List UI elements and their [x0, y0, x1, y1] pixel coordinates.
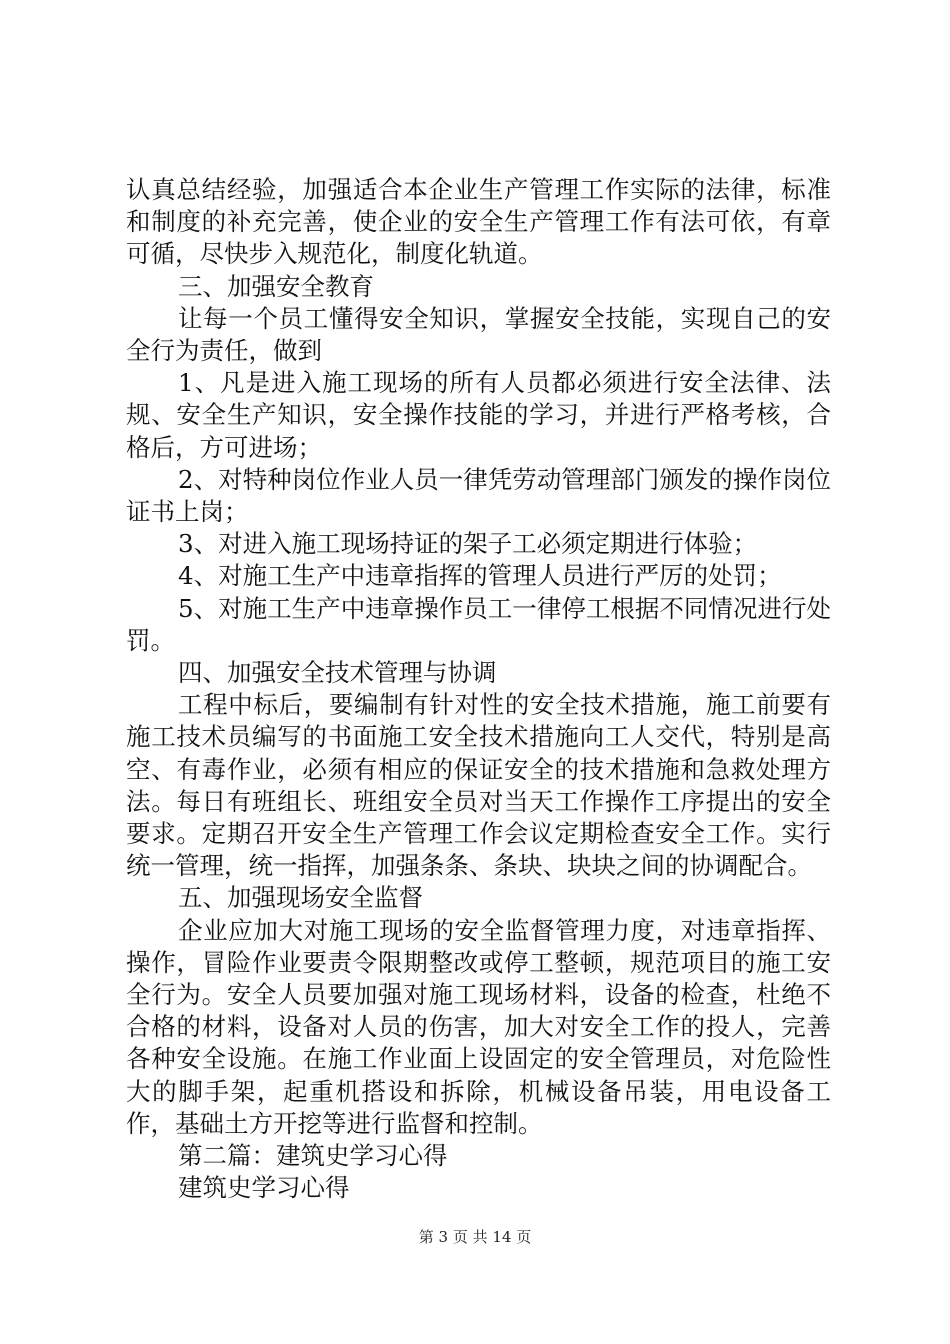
paragraph-technical-management: 工程中标后，要编制有针对性的安全技术措施，施工前要有施工技术员编写的书面施工安全技术措施向工人交代，特别是高空、有毒作业，必须有相应的保证安全的技术措施和急救处理方法。每日有班组长、班组安全员对当天工作操作工序提出的安全要求。定期召开安全生产管理工作会议定期检查安全工作。实行统一管理，统一指挥，加强条条、条块、块块之间的协调配合。: [126, 690, 831, 881]
list-item-4: 4、对施工生产中违章指挥的管理人员进行严厉的处罚；: [178, 561, 782, 591]
paragraph-safety-education-intro: 让每一个员工懂得安全知识，掌握安全技能，实现自己的安全行为责任，做到: [126, 303, 831, 366]
paragraph-site-supervision: 企业应加大对施工现场的安全监督管理力度，对违章指挥、操作，冒险作业要责令限期整改或停工整顿，规范项目的施工安全行为。安全人员要加强对施工现场材料，设备的检查，杜绝不合格的材料，设备对人员的伤害，加大对安全工作的投人，完善各种安全设施。在施工作业面上设固定的安全管理员，对危险性大的脚手架，起重机搭设和拆除，机械设备吊装，用电设备工作，基础土方开挖等进行监督和控制。: [126, 915, 831, 1138]
list-item-2: 2、对特种岗位作业人员一律凭劳动管理部门颁发的操作岗位证书上岗；: [126, 464, 831, 527]
chapter-heading: 第二篇：建筑史学习心得: [178, 1141, 448, 1171]
section-heading-safety-education: 三、加强安全教育: [178, 271, 374, 301]
section-heading-technical-management: 四、加强安全技术管理与协调: [178, 658, 497, 688]
list-item-5: 5、对施工生产中违章操作员工一律停工根据不同情况进行处罚。: [126, 593, 831, 655]
section-heading-site-supervision: 五、加强现场安全监督: [178, 883, 423, 913]
list-item-1: 1、凡是进入施工现场的所有人员都必须进行安全法律、法规、安全生产知识，安全操作技能的学习，并进行严格考核，合格后，方可进场；: [126, 368, 831, 462]
chapter-title: 建筑史学习心得: [178, 1173, 350, 1203]
paragraph-continuation: 认真总结经验，加强适合本企业生产管理工作实际的法律，标准和制度的补充完善，使企业的安全生产管理工作有法可依，有章可循，尽快步入规范化，制度化轨道。: [126, 175, 831, 269]
list-item-3: 3、对进入施工现场持证的架子工必须定期进行体验；: [178, 529, 758, 559]
document-body: [126, 174, 831, 1205]
page-number-footer: 第 3 页 共 14 页: [418, 1228, 532, 1246]
